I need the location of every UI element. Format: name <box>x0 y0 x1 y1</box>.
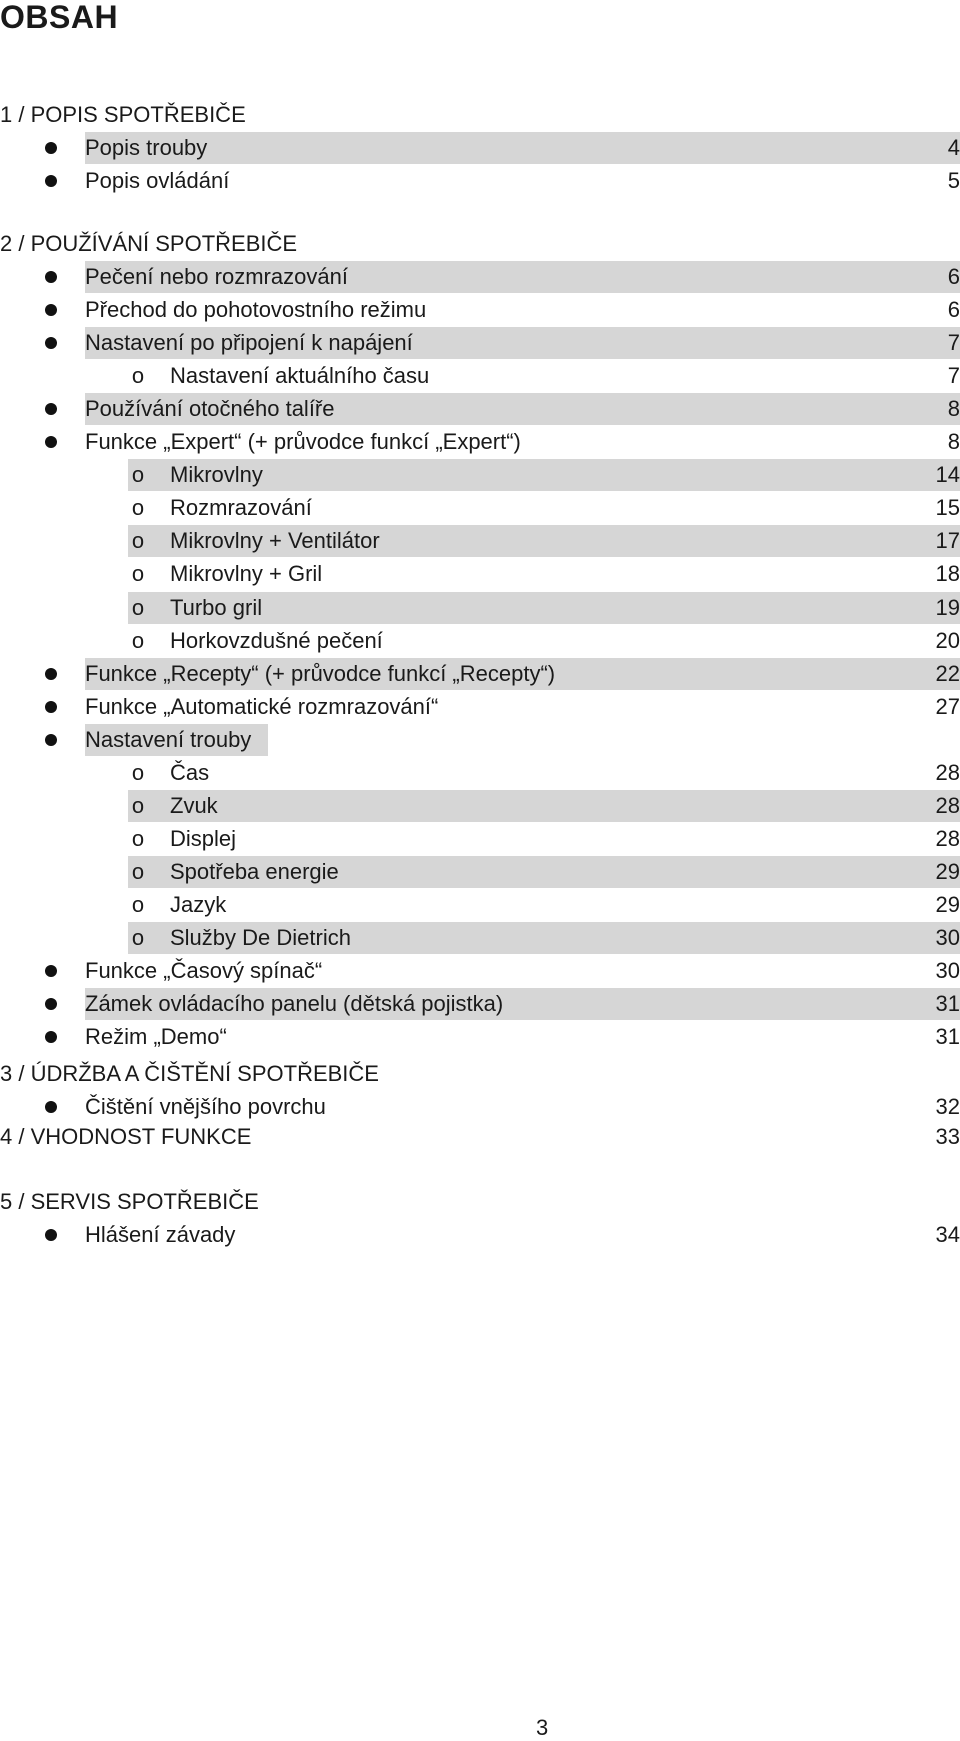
bullet-icon <box>45 337 57 349</box>
toc-entry-label: Funkce „Expert“ (+ průvodce funkcí „Expert“) <box>85 429 521 455</box>
toc-entry-label: Mikrovlny <box>170 462 263 488</box>
toc-entry-label: Zvuk <box>170 792 218 818</box>
circle-bullet-icon: o <box>131 792 145 818</box>
toc-entry-label: Režim „Demo“ <box>85 1024 227 1050</box>
toc-entry-label: Pečení nebo rozmrazování <box>85 264 348 289</box>
toc-entry-page-number: 5 <box>947 168 960 194</box>
toc-entry-page-number: 17 <box>935 528 960 554</box>
bullet-icon <box>45 271 57 283</box>
toc-entry <box>85 426 960 458</box>
toc-entry <box>85 294 960 326</box>
bullet-icon <box>45 304 57 316</box>
toc-entry <box>85 393 960 425</box>
toc-entry-label: Popis trouby <box>85 135 208 160</box>
toc-entry <box>128 558 960 590</box>
footer-page-number: 3 <box>536 1715 549 1740</box>
toc-entry <box>128 856 960 888</box>
toc-entry-page-number: 32 <box>935 1094 960 1119</box>
bullet-icon <box>45 668 57 680</box>
toc-entry-label: Čištění vnějšího povrchu <box>85 1094 326 1119</box>
toc-entry-page-number: 29 <box>935 858 960 884</box>
toc-entry-page-number: 14 <box>935 462 960 488</box>
toc-entry-label: Horkovzdušné pečení <box>170 627 383 653</box>
bullet-icon <box>45 701 57 713</box>
toc-entry <box>128 459 960 491</box>
toc-entry-page-number: 19 <box>935 594 960 620</box>
toc-entry-label: Turbo gril <box>170 594 263 620</box>
page-title: OBSAH <box>0 0 119 35</box>
toc-entry <box>128 889 960 921</box>
toc-entry <box>128 625 960 657</box>
section-heading-label: 1 / POPIS SPOTŘEBIČE <box>0 102 246 127</box>
toc-entry-label: Rozmrazování <box>170 495 312 521</box>
section-heading <box>0 1124 960 1150</box>
toc-entry <box>85 1219 960 1251</box>
toc-entry-label: Spotřeba energie <box>170 858 339 884</box>
section-heading <box>0 102 960 128</box>
circle-bullet-icon: o <box>131 363 145 389</box>
toc-entry-page-number: 8 <box>947 429 960 455</box>
toc-entry-page-number: 28 <box>935 792 960 818</box>
bullet-icon <box>45 1101 57 1113</box>
toc-entry-page-number: 29 <box>935 891 960 917</box>
circle-bullet-icon: o <box>131 925 145 950</box>
section-heading-label: 4 / VHODNOST FUNKCE <box>0 1124 252 1149</box>
toc-entry-label: Jazyk <box>170 891 227 917</box>
bullet-icon <box>45 403 57 415</box>
toc-entry-label: Funkce „Časový spínač“ <box>85 958 323 984</box>
toc-entry-page-number: 31 <box>935 991 960 1017</box>
toc-entry-page-number: 30 <box>935 925 960 950</box>
circle-bullet-icon: o <box>131 462 145 488</box>
toc-entry <box>128 823 960 855</box>
circle-bullet-icon: o <box>131 891 145 917</box>
toc-entry-page-number: 15 <box>935 495 960 521</box>
circle-bullet-icon: o <box>131 495 145 521</box>
toc-entry <box>85 691 960 723</box>
section-heading-label: 5 / SERVIS SPOTŘEBIČE <box>0 1189 259 1214</box>
toc-entry-label: Mikrovlny + Ventilátor <box>170 528 380 554</box>
toc-entry <box>128 360 960 392</box>
toc-entry <box>85 658 960 690</box>
circle-bullet-icon: o <box>131 627 145 653</box>
toc-entry-label: Mikrovlny + Gril <box>170 561 323 587</box>
toc-entry-label: Popis ovládání <box>85 168 230 194</box>
toc-entry-page-number: 27 <box>935 693 960 719</box>
bullet-icon <box>45 1229 57 1241</box>
toc-entry-label: Displej <box>170 825 237 851</box>
toc-entry-page-number: 28 <box>935 759 960 785</box>
toc-entry-label: Funkce „Automatické rozmrazování“ <box>85 693 439 719</box>
toc-entry-page-number: 28 <box>935 825 960 851</box>
circle-bullet-icon: o <box>131 825 145 851</box>
toc-entry-page-number: 18 <box>935 561 960 587</box>
circle-bullet-icon: o <box>131 594 145 620</box>
section-heading <box>0 231 960 257</box>
toc-entry <box>85 1091 960 1123</box>
bullet-icon <box>45 175 57 187</box>
toc-entry-page-number: 34 <box>935 1222 960 1247</box>
toc-entry <box>85 327 960 359</box>
toc-entry <box>128 592 960 624</box>
toc-entry-label: Používání otočného talíře <box>85 396 335 422</box>
section-heading-label: 3 / ÚDRŽBA A ČIŠTĚNÍ SPOTŘEBIČE <box>0 1061 379 1086</box>
circle-bullet-icon: o <box>131 858 145 884</box>
circle-bullet-icon: o <box>131 528 145 554</box>
bullet-icon <box>45 734 57 746</box>
toc-entry-label: Služby De Dietrich <box>170 925 351 950</box>
toc-entry-page-number: 31 <box>935 1024 960 1050</box>
toc-entry <box>85 261 960 293</box>
section-heading <box>0 1061 960 1087</box>
toc-entry-label: Funkce „Recepty“ (+ průvodce funkcí „Recepty“) <box>85 660 556 686</box>
toc-entry <box>85 1021 960 1053</box>
toc-entry-page-number: 7 <box>947 330 960 356</box>
circle-bullet-icon: o <box>131 561 145 587</box>
bullet-icon <box>45 998 57 1010</box>
bullet-icon <box>45 142 57 154</box>
toc-entry-label: Nastavení po připojení k napájení <box>85 330 413 356</box>
toc-entry <box>128 922 960 954</box>
toc-entry-label: Hlášení závady <box>85 1222 236 1247</box>
bullet-icon <box>45 1031 57 1043</box>
toc-entry-page-number: 4 <box>947 135 960 160</box>
toc-entry-page-number: 6 <box>947 297 960 323</box>
toc-entry <box>85 132 960 164</box>
toc-entry-page-number: 8 <box>947 396 960 422</box>
toc-entry-label: Čas <box>170 759 210 785</box>
toc-entry <box>128 757 960 789</box>
toc-entry-page-number: 6 <box>947 264 960 289</box>
circle-bullet-icon: o <box>131 759 145 785</box>
toc-entry-page-number: 7 <box>947 363 960 389</box>
toc-entry-page-number: 30 <box>935 958 960 984</box>
section-heading-label: 2 / POUŽÍVÁNÍ SPOTŘEBIČE <box>0 231 298 256</box>
toc-entry <box>85 988 960 1020</box>
toc-entry <box>85 724 268 756</box>
bullet-icon <box>45 436 57 448</box>
toc-entry <box>128 525 960 557</box>
bullet-icon <box>45 965 57 977</box>
toc-entry <box>128 790 960 822</box>
toc-entry-label: Zámek ovládacího panelu (dětská pojistka) <box>85 991 504 1017</box>
toc-entry-page-number: 22 <box>935 660 960 686</box>
toc-entry-label: Nastavení trouby <box>85 726 252 752</box>
toc-entry-label: Přechod do pohotovostního režimu <box>85 297 427 323</box>
toc-entry-label: Nastavení aktuálního času <box>170 363 430 389</box>
toc-entry <box>85 165 960 197</box>
toc-entry <box>85 955 960 987</box>
toc-entry <box>128 492 960 524</box>
section-heading <box>0 1189 960 1215</box>
section-page-number: 33 <box>935 1124 960 1149</box>
toc-entry-page-number: 20 <box>935 627 960 653</box>
